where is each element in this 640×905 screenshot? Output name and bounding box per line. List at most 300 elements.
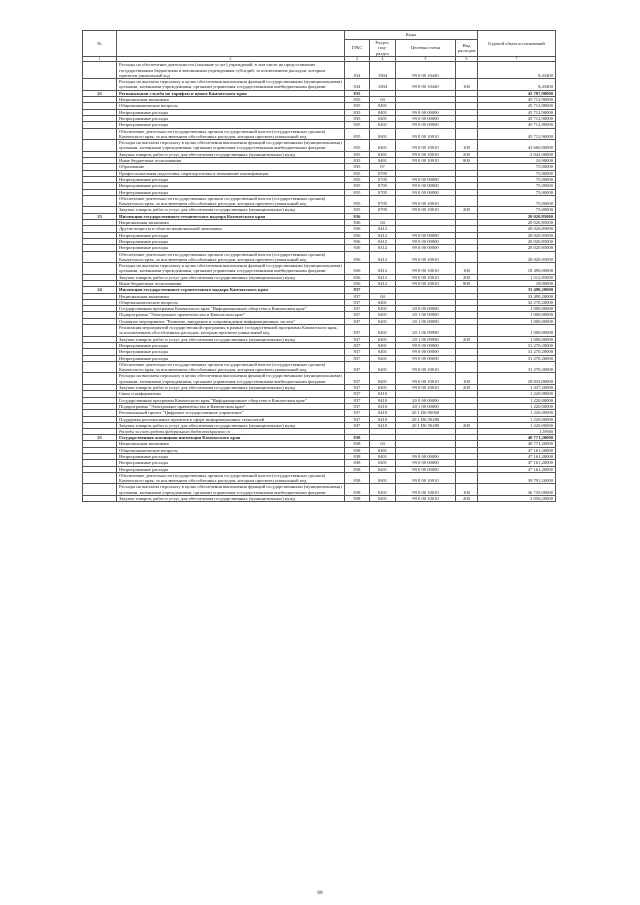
row-sum: 18 490,00000 [478,263,556,275]
col-index: 5 [396,56,456,61]
row-razdel: 0705 [370,207,396,213]
col-index: 6 [456,56,478,61]
row-grbs: 834 [345,79,370,91]
row-name: Закупка товаров, работ и услуг для обеспечения государственных (муниципальных) нужд [117,151,345,157]
row-razdel: 0412 [370,251,396,263]
row-csr: 99 0 00 00000 [396,122,456,128]
row-razdel: 0401 [370,496,396,502]
row-csr: 99 0 00 10010 [396,207,456,213]
row-grbs: 837 [345,373,370,385]
row-razdel: 0410 [370,410,396,416]
row-name: Поддержка региональных проектов в сфере информационных технологий [117,416,345,422]
row-grbs: 838 [345,466,370,472]
row-grbs: 836 [345,245,370,251]
row-grbs: 835 [345,140,370,152]
row-grbs: 835 [345,170,370,176]
row-sum: 45 787,90000 [478,90,556,96]
row-number [83,195,117,207]
row-sum: 40 771,20000 [478,435,556,441]
row-grbs: 837 [345,306,370,312]
row-name: Закупка товаров, работ и услуг для обеспечения государственных (муниципальных) нужд [117,385,345,391]
row-name: Региональный проект "Цифровое государственное управление" [117,410,345,416]
row-name: Закупка товаров, работ и услуг для обеспечения государственных (муниципальных) нужд [117,207,345,213]
budget-sheet [82,30,555,502]
row-grbs: 838 [345,484,370,496]
row-name: Иные бюджетные ассигнования [117,158,345,164]
row-sum: 39 791,20000 [478,472,556,484]
row-razdel: 0401 [370,484,396,496]
row-sum: 18,00000 [478,280,556,286]
row-razdel: 04 [370,97,396,103]
row-vr [456,251,478,263]
header-number: № [83,31,117,57]
row-sum: 1 000,00000 [478,312,556,318]
row-grbs: 837 [345,410,370,416]
row-grbs: 837 [345,312,370,318]
row-vr: 200 [456,496,478,502]
row-razdel: 0401 [370,355,396,361]
row-grbs: 835 [345,189,370,195]
row-grbs: 837 [345,336,370,342]
row-name: Региональная служба по тарифам и ценам Камчатского края [117,90,345,96]
row-sum: 1 220,00000 [478,422,556,428]
row-sum: 1 220,00000 [478,403,556,409]
row-razdel: 0412 [370,263,396,275]
row-number [83,140,117,152]
row-sum: 1 000,00000 [478,336,556,342]
row-grbs: 835 [345,176,370,182]
row-sum: 47 161,20000 [478,447,556,453]
row-grbs: 835 [345,195,370,207]
row-csr: 99 0 00 10010 [396,373,456,385]
header-vr: Вид расходов [456,40,478,57]
row-number [83,325,117,337]
row-sum: 47 161,20000 [478,466,556,472]
row-sum: 45 712,90000 [478,103,556,109]
row-name: Обеспечение деятельности государственных органов государственной власти (государственных органов) Камчатского края, за исключением обособленных расходов, которым присвоен уникальный код [117,472,345,484]
row-sum: 20 020,85000 [478,232,556,238]
row-csr: 99 0 00 10010 [396,195,456,207]
row-sum: 20 020,85000 [478,226,556,232]
row-razdel: 1004 [370,62,396,79]
row-grbs: 835 [345,115,370,121]
row-name: Инспекция государственного технического надзора Камчатского края [117,213,345,219]
row-vr: 100 [456,263,478,275]
row-name: Непрограммные расходы [117,115,345,121]
col-index: 1 [83,56,117,61]
row-razdel: 0401 [370,115,396,121]
row-sum: 20 020,85000 [478,213,556,219]
row-name: Расходы на выплаты персоналу в целях обеспечения выполнения функций государственными (муниципальными) органами, казенными учреждениями, органами управления государственными внебюджетными фондами [117,484,345,496]
row-number [83,128,117,140]
row-razdel: 0401 [370,299,396,305]
row-csr: 99 0 00 00000 [396,115,456,121]
row-sum: 1 000,00000 [478,306,556,312]
row-razdel: 0401 [370,460,396,466]
row-razdel: 0412 [370,226,396,232]
row-name: Государственная жилищная инспекция Камчатского края [117,435,345,441]
row-sum: 32 270,20000 [478,299,556,305]
row-csr: 99 0 00 10010 [396,472,456,484]
row-sum: 75,00000 [478,170,556,176]
row-grbs: 837 [345,293,370,299]
row-vr: 200 [456,385,478,391]
row-razdel: 0410 [370,403,396,409]
row-name: Непрограммные расходы [117,245,345,251]
row-sum: 1 220,00000 [478,410,556,416]
row-name: Непрограммные расходы [117,460,345,466]
row-number: 22 [83,90,117,96]
row-vr: 100 [456,140,478,152]
row-name: Закупка товаров, работ и услуг для обеспечения государственных (муниципальных) нужд [117,422,345,428]
row-razdel: 0401 [370,466,396,472]
row-name: Непрограммные расходы [117,122,345,128]
row-razdel: 0401 [370,306,396,312]
row-grbs: 837 [345,342,370,348]
row-csr: 99 0 00 00000 [396,342,456,348]
row-csr: 99 0 00 00000 [396,466,456,472]
row-name: Расходы на выплаты персоналу в целях обеспечения выполнения функций государственными (муниципальными) органами, казенными учреждениями, органами управления государственными внебюджетными фондами [117,79,345,91]
row-vr [456,325,478,337]
row-csr: 99 0 00 10440 [396,62,456,79]
row-vr: 100 [456,79,478,91]
table-row [83,484,556,496]
row-name: Непрограммные расходы [117,109,345,115]
row-csr: 99 0 00 10010 [396,385,456,391]
row-grbs: 837 [345,361,370,373]
row-name: Непрограммные расходы [117,466,345,472]
row-razdel: 0705 [370,176,396,182]
row-number [83,251,117,263]
row-csr: 20 1 D6 50280 [396,416,456,422]
row-razdel: 0401 [370,349,396,355]
table-row [83,62,556,79]
row-csr: 20 1 06 00000 [396,318,456,324]
row-razdel: 0401 [370,312,396,318]
row-sum: 10,00000 [478,158,556,164]
row-vr: 200 [456,274,478,280]
row-grbs: 837 [345,325,370,337]
row-sum: 75,00000 [478,207,556,213]
row-grbs: 837 [345,391,370,397]
row-grbs: 835 [345,90,370,96]
row-vr [456,361,478,373]
row-razdel: 0401 [370,109,396,115]
table-row [83,263,556,275]
row-grbs: 835 [345,164,370,170]
row-csr: 99 0 00 00000 [396,460,456,466]
row-grbs: 836 [345,280,370,286]
row-name: Обеспечение деятельности государственных органов государственной власти (государственных органов) Камчатского края, за исключением обособленных расходов, которым присвоен уникальный код [117,361,345,373]
row-sum: 43 660,00000 [478,140,556,152]
row-vr: 100 [456,373,478,385]
row-grbs: 836 [345,263,370,275]
row-csr: 99 0 00 10440 [396,79,456,91]
row-razdel: 0410 [370,391,396,397]
row-grbs: 835 [345,183,370,189]
col-index: 3 [345,56,370,61]
row-razdel: 07 [370,164,396,170]
row-name: Закупка товаров, работ и услуг для обеспечения государственных (муниципальных) нужд [117,274,345,280]
col-index: 7 [478,56,556,61]
row-razdel: 0401 [370,325,396,337]
row-vr: 200 [456,336,478,342]
row-vr: 200 [456,207,478,213]
row-sum: 1 000,00000 [478,325,556,337]
row-razdel: 0412 [370,274,396,280]
row-csr: 99 0 00 10010 [396,140,456,152]
budget-table [82,30,556,502]
row-razdel: 1004 [370,79,396,91]
row-razdel: 0401 [370,385,396,391]
row-csr: 99 0 00 10010 [396,251,456,263]
row-grbs: 835 [345,158,370,164]
row-sum: 1 512,85000 [478,274,556,280]
row-grbs: 835 [345,151,370,157]
row-grbs: 838 [345,447,370,453]
row-grbs: 837 [345,416,370,422]
row-sum: 31 270,20000 [478,361,556,373]
header-grbs: ГРБС [345,40,370,57]
row-csr: 20 1 D6 00000 [396,410,456,416]
row-name: Обеспечение деятельности государственных органов государственной власти (государственных органов) Камчатского края, за исключением обособленных расходов, которым присвоен уникальный код [117,251,345,263]
row-csr: 99 0 00 10010 [396,361,456,373]
row-name: Расходы на выплаты персоналу в целях обеспечения выполнения функций государственными (муниципальными) органами, казенными учреждениями, органами управления государственными внебюджетными фондами [117,140,345,152]
row-name: Национальная экономика [117,220,345,226]
row-sum: 40 771,20000 [478,441,556,447]
table-row [83,79,556,91]
row-csr: 99 0 00 10010 [396,484,456,496]
row-grbs: 835 [345,207,370,213]
row-sum: 33 490,20000 [478,293,556,299]
row-name: Расходы на выплаты персоналу в целях обеспечения выполнения функций государственными (муниципальными) органами, казенными учреждениями, органами управления государственными внебюджетными фондами [117,373,345,385]
header-codes: Коды [345,31,478,40]
row-grbs: 836 [345,213,370,219]
row-sum: 33 490,20000 [478,287,556,293]
row-razdel: 04 [370,441,396,447]
col-index: 2 [117,56,345,61]
row-grbs: 838 [345,460,370,466]
row-number [83,62,117,79]
row-vr [456,128,478,140]
row-sum: 20 020,85000 [478,220,556,226]
row-sum: 1,59000 [478,429,556,435]
row-number [83,496,117,502]
row-razdel: 0401 [370,151,396,157]
row-grbs: 837 [345,403,370,409]
row-csr: 20 0 00 00000 [396,306,456,312]
row-grbs: 837 [345,349,370,355]
row-grbs: 835 [345,103,370,109]
row-sum: 1 437,20000 [478,385,556,391]
page-number: 68 [317,890,323,896]
row-vr: 800 [456,280,478,286]
row-name: Общеэкономические вопросы [117,299,345,305]
row-number: 24 [83,287,117,293]
table-body [83,62,556,502]
row-csr: 99 0 00 00000 [396,109,456,115]
row-razdel: 0412 [370,232,396,238]
table-row [83,140,556,152]
row-sum: 31 270,20000 [478,355,556,361]
row-sum: 45 712,90000 [478,128,556,140]
row-grbs: 838 [345,472,370,484]
row-vr: 200 [456,422,478,428]
row-name: Национальная экономика [117,293,345,299]
row-number [83,361,117,373]
row-razdel: 0412 [370,238,396,244]
row-sum: 47 161,20000 [478,454,556,460]
row-razdel: 0401 [370,103,396,109]
row-sum: 45 712,90000 [478,109,556,115]
row-razdel: 0401 [370,472,396,484]
row-name: Основное мероприятие "Развитие, внедрение и сопровождение информационных систем" [117,318,345,324]
row-csr: 99 0 00 00000 [396,189,456,195]
row-name: Подпрограмма "Электронное правительство в Камчатском крае" [117,312,345,318]
row-grbs: 837 [345,299,370,305]
header-total: Годовой объем ассигнований [478,31,556,57]
row-name: Непрограммные расходы [117,183,345,189]
row-vr: 100 [456,484,478,496]
row-razdel: 0410 [370,397,396,403]
row-name: Национальная экономика [117,97,345,103]
row-grbs: 838 [345,441,370,447]
row-vr [456,195,478,207]
row-grbs: 836 [345,226,370,232]
row-razdel: 0705 [370,195,396,207]
row-name: Образование [117,164,345,170]
row-number [83,373,117,385]
row-grbs: 835 [345,109,370,115]
row-razdel: 0705 [370,189,396,195]
row-sum: 36 735,00000 [478,484,556,496]
row-grbs: 835 [345,122,370,128]
row-grbs: 836 [345,238,370,244]
row-razdel: 0401 [370,454,396,460]
table-row [83,195,556,207]
row-vr [456,472,478,484]
row-grbs: 838 [345,454,370,460]
row-csr: 99 0 00 10010 [396,151,456,157]
row-sum: 45 712,90000 [478,115,556,121]
row-grbs: 837 [345,397,370,403]
row-number [83,472,117,484]
row-csr: 99 0 00 10010 [396,158,456,164]
row-csr: 20 1 D6 50280 [396,422,456,428]
row-sum: 20 020,85000 [478,251,556,263]
header-csr: Целевая статья [396,40,456,57]
row-name: Обеспечение деятельности государственных органов государственной власти (государственных органов) Камчатского края, за исключением обособленных расходов, которым присвоен уникальный код [117,195,345,207]
row-name: Непрограммные расходы [117,349,345,355]
row-razdel: 0410 [370,422,396,428]
row-csr: 99 0 00 10010 [396,263,456,275]
row-name: Непрограммные расходы [117,342,345,348]
row-sum: 75,00000 [478,183,556,189]
row-sum: 45 712,90000 [478,122,556,128]
row-name: Непрограммные расходы [117,176,345,182]
table-row [83,128,556,140]
row-vr: 200 [456,151,478,157]
row-sum: 8,43400 [478,79,556,91]
row-number [83,263,117,275]
row-csr: 20 1 06 09990 [396,336,456,342]
row-sum: 75,00000 [478,176,556,182]
row-name: Национальная экономика [117,441,345,447]
row-name: Реализация мероприятий государственной программы в рамках государственной программы Камчатского края, за исключением обособленных расходов, которым присвоен уникальный код [117,325,345,337]
row-razdel: 0401 [370,336,396,342]
row-grbs: 837 [345,385,370,391]
row-name: Непрограммные расходы [117,238,345,244]
row-vr [456,62,478,79]
header-razdel: Раздел, под-раздел [370,40,396,57]
row-sum: 1 220,00000 [478,391,556,397]
row-csr: 20 1 00 00000 [396,403,456,409]
row-razdel: 0410 [370,416,396,422]
table-row [83,496,556,502]
row-grbs: 838 [345,435,370,441]
row-number: 23 [83,213,117,219]
row-grbs: 836 [345,274,370,280]
row-sum: 3 056,20000 [478,496,556,502]
row-csr: 20 1 06 09990 [396,325,456,337]
row-razdel: 0401 [370,122,396,128]
row-name: Расходы на выплаты персоналу в целях обеспечения выполнения функций государственными (муниципальными) органами, казенными учреждениями, органами управления государственными внебюджетными фондами [117,263,345,275]
row-sum: 75,00000 [478,195,556,207]
row-name: Иные бюджетные ассигнования [117,280,345,286]
row-csr: 20 0 00 00000 [396,397,456,403]
row-razdel: 04 [370,293,396,299]
table-row [83,325,556,337]
row-csr: 99 0 00 00000 [396,183,456,189]
row-razdel: 0401 [370,342,396,348]
row-razdel: 0401 [370,128,396,140]
row-name: Другие вопросы в области национальной экономики [117,226,345,232]
row-grbs: 837 [345,422,370,428]
row-sum: 45 712,90000 [478,97,556,103]
row-grbs: 837 [345,355,370,361]
row-name: Государственная программа Камчатского края "Информационное общество в Камчатском крае" [117,306,345,312]
row-name: Связь и информатика [117,391,345,397]
row-sum: 75,00000 [478,164,556,170]
row-sum: 1 000,00000 [478,318,556,324]
row-csr: 99 0 00 10010 [396,496,456,502]
row-name: Общеэкономические вопросы [117,103,345,109]
row-csr: 99 0 00 10010 [396,128,456,140]
row-csr: 99 0 00 10010 [396,274,456,280]
row-razdel: 04 [370,220,396,226]
row-grbs: 836 [345,220,370,226]
row-name: Государственная программа Камчатского края "Информационное общество в Камчатском крае" [117,397,345,403]
table-row [83,373,556,385]
row-razdel: 0401 [370,140,396,152]
table-row [83,251,556,263]
row-grbs: 838 [345,496,370,502]
row-vr: 800 [456,158,478,164]
row-name: Непрограммные расходы [117,189,345,195]
row-number [83,79,117,91]
row-name: Общеэкономические вопросы [117,447,345,453]
row-sum: 8,43400 [478,62,556,79]
row-razdel: 0705 [370,170,396,176]
row-grbs: 837 [345,287,370,293]
row-sum: 29 833,00000 [478,373,556,385]
table-row [83,361,556,373]
col-index: 4 [370,56,396,61]
row-grbs: 836 [345,251,370,263]
row-sum: 20 020,85000 [478,238,556,244]
row-sum: 31 270,20000 [478,342,556,348]
header-name [117,31,345,57]
